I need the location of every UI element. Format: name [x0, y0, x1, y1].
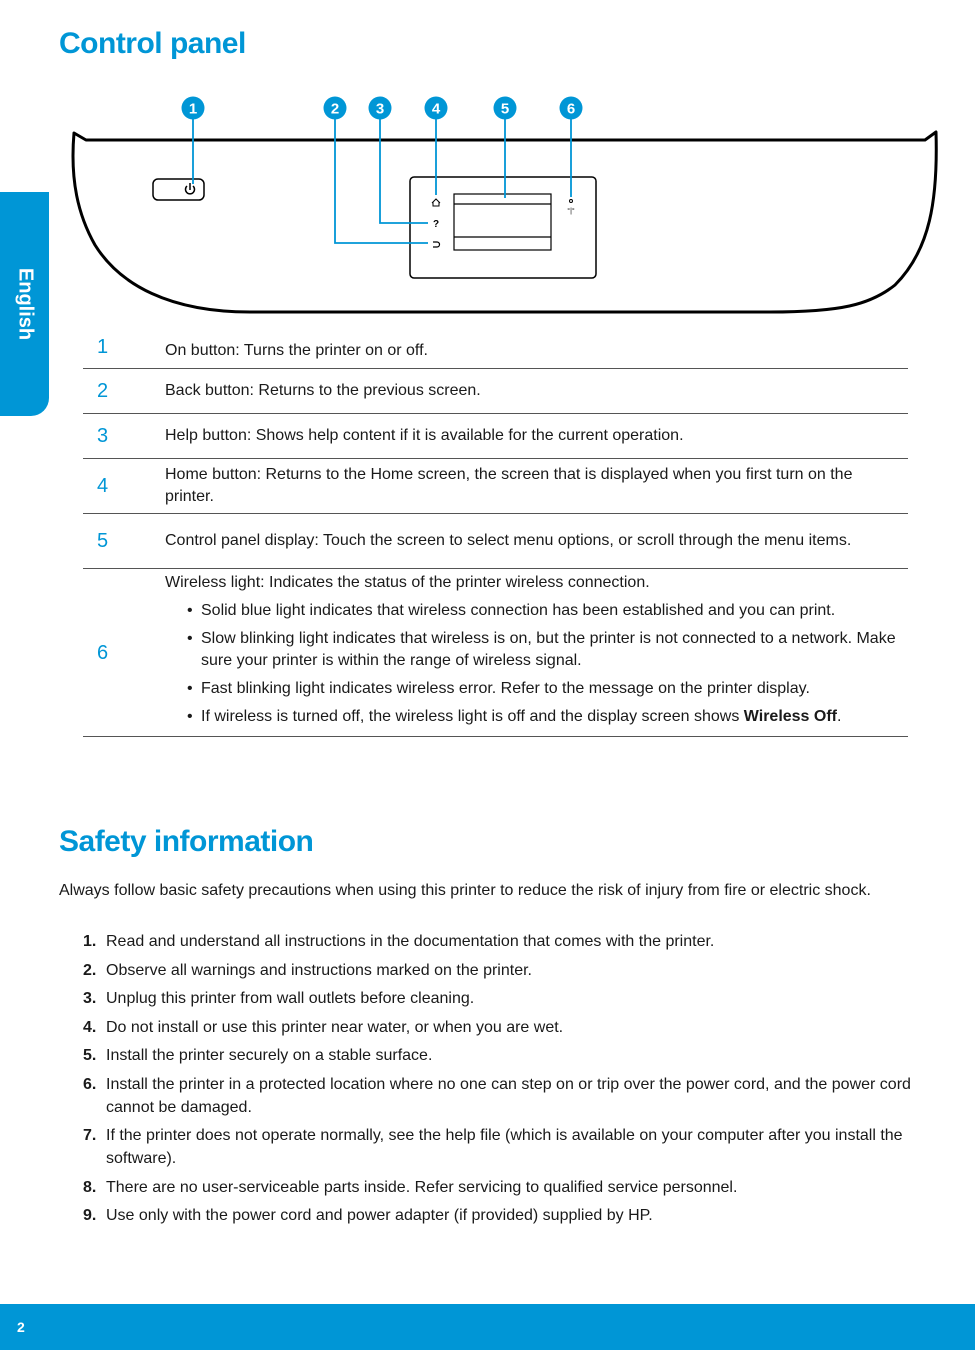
list-item [83, 1073, 948, 1119]
step-text: Read and understand all instructions in the documentation that comes with the printer. [106, 933, 715, 950]
step-text: If the printer does not operate normally, see the help file (which is available on your computer after you install the software). [106, 1127, 903, 1167]
svg-text:°|°: °|° [567, 208, 575, 215]
row-number: 4 [97, 475, 109, 497]
safety-intro: Always follow basic safety precautions when using this printer to reduce the risk of injury from fire or electric shock. [59, 882, 871, 899]
touch-display [454, 194, 551, 250]
row-description: On button: Turns the printer on or off. [165, 341, 428, 359]
list-item [83, 959, 948, 982]
row-number: 1 [97, 335, 109, 358]
language-tab-label: English [14, 267, 36, 341]
row-description: Back button: Returns to the previous screen. [165, 382, 481, 399]
list-item [83, 1124, 948, 1170]
step-number: 1. [83, 933, 97, 950]
step-number: 7. [83, 1127, 97, 1144]
table-row [83, 514, 908, 569]
list-item [83, 987, 948, 1010]
step-number: 3. [83, 990, 97, 1007]
list-item [83, 1016, 948, 1039]
table-row [83, 369, 908, 414]
table-row [83, 414, 908, 459]
step-number: 2. [83, 961, 97, 979]
row-number: 6 [97, 641, 109, 664]
step-text: Do not install or use this printer near water, or when you are wet. [106, 1018, 564, 1036]
callout-6: 6 [566, 100, 576, 118]
row-description: Control panel display: Touch the screen to select menu options, or scroll through the menu items. [165, 532, 852, 549]
bullet-item: • Slow blinking light indicates that wireless is on, but the printer is not connected to a network. Make sure your printer is within the range of wireless signal. [187, 628, 898, 672]
row-description: Help button: Shows help content if it is available for the current operation. [165, 427, 684, 444]
page-number: 2 [17, 1319, 25, 1335]
bullet-item: • Solid blue light indicates that wireless connection has been established and you can print. [187, 600, 898, 622]
row-number: 2 [97, 380, 109, 402]
callout-2: 2 [330, 100, 340, 118]
row-description: Home button: Returns to the Home screen, the screen that is displayed when you first turn on the printer. [165, 466, 853, 505]
bullet-text: If wireless is turned off, the wireless light is off and the display screen shows [201, 707, 744, 725]
safety-steps [83, 930, 948, 1233]
table-row [83, 325, 908, 369]
bullet-item [187, 706, 898, 728]
wireless-light-summary: Wireless light: Indicates the status of the printer wireless connection. [165, 573, 650, 591]
step-number: 4. [83, 1018, 97, 1036]
step-text: Unplug this printer from wall outlets before cleaning. [106, 990, 475, 1007]
help-icon: ? [432, 219, 440, 230]
bullet-item: • Fast blinking light indicates wireless error. Refer to the message on the printer display. [187, 678, 898, 700]
list-item [83, 1176, 948, 1199]
callout-3: 3 [375, 100, 385, 118]
page-title: Control panel [59, 27, 246, 60]
control-panel-diagram [0, 90, 975, 330]
list-item [83, 1044, 948, 1067]
bullet-emphasis: Wireless Off [743, 707, 837, 725]
callout-1: 1 [188, 100, 198, 118]
callout-4: 4 [431, 100, 441, 118]
list-item [83, 1204, 948, 1227]
table-row [83, 459, 908, 514]
bullet-text-end: . [837, 707, 842, 725]
section-title: Safety information [59, 825, 314, 858]
power-button-outline [153, 179, 204, 200]
step-number: 9. [83, 1207, 97, 1224]
row-description [165, 572, 908, 734]
step-number: 6. [83, 1075, 97, 1093]
list-item [83, 930, 948, 953]
step-text: Observe all warnings and instructions marked on the printer. [106, 961, 532, 979]
step-number: 8. [83, 1178, 97, 1196]
callout-5: 5 [500, 100, 510, 118]
step-number: 5. [83, 1047, 97, 1064]
step-text: Use only with the power cord and power adapter (if provided) supplied by HP. [106, 1207, 653, 1224]
step-text: There are no user-serviceable parts inside. Refer servicing to qualified service personnel. [106, 1178, 738, 1196]
callout-markers [182, 97, 583, 120]
wireless-light-bullets [165, 600, 898, 728]
step-text: Install the printer in a protected location where no one can step on or trip over the power cord, and the power cord cannot be damaged. [106, 1075, 911, 1116]
control-panel-table [83, 325, 908, 737]
row-number: 5 [97, 530, 109, 552]
step-text: Install the printer securely on a stable surface. [106, 1047, 433, 1064]
page-footer [0, 1304, 975, 1350]
row-number: 3 [97, 425, 109, 447]
table-row [83, 569, 908, 737]
